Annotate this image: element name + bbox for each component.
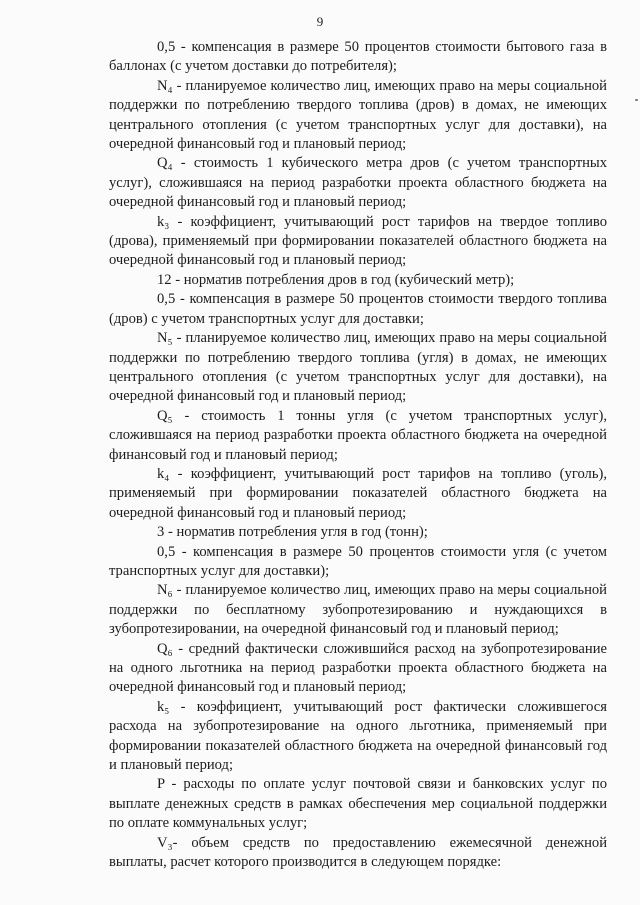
paragraph: Q₄ - стоимость 1 кубического метра дров (с учетом транспортных услуг), сложившаяся на период разработки проекта областного бюджета на очередной финансовый год и плановый период; (109, 155, 607, 211)
document-body (109, 38, 607, 872)
paragraph: P - расходы по оплате услуг почтовой связи и банковских услуг по выплате денежных средств в рамках обеспечения мер социальной поддержки по оплате коммунальных услуг; (109, 776, 607, 832)
paragraph: N₆ - планируемое количество лиц, имеющих право на меры социальной поддержки по бесплатному зубопротезированию и нуждающихся в зубопротезировании, на очередной финансовый год и плановый период; (109, 582, 607, 638)
paragraph: V₃- объем средств по предоставлению ежемесячной денежной выплаты, расчет которого производится в следующем порядке: (109, 834, 607, 871)
paragraph: k₅ - коэффициент, учитывающий рост фактически сложившегося расхода на зубопротезирование на одного льготника, применяемый при формировании показателей областного бюджета на очередной финансовый год и плановый период; (109, 698, 607, 774)
scan-speck (635, 99, 638, 101)
paragraph: 3 - норматив потребления угля в год (тонн); (157, 524, 428, 541)
paragraph: 0,5 - компенсация в размере 50 процентов стоимости угля (с учетом транспортных услуг для доставки); (109, 543, 607, 579)
paragraph: 12 - норматив потребления дров в год (кубический метр); (157, 271, 515, 288)
paragraph: k₄ - коэффициент, учитывающий рост тарифов на топливо (уголь), применяемый при формировании показателей областного бюджета на очередной финансовый год и плановый период; (109, 465, 607, 521)
paragraph: k₃ - коэффициент, учитывающий рост тарифов на твердое топливо (дрова), применяемый при формировании показателей областного бюджета на очередной финансовый год и плановый период; (109, 213, 607, 269)
page-number: 9 (316, 14, 324, 29)
paragraph: 0,5 - компенсация в размере 50 процентов стоимости твердого топлива (дров) с учетом транспортных услуг для доставки; (109, 291, 607, 327)
paragraph: N₅ - планируемое количество лиц, имеющих право на меры социальной поддержки по потреблению твердого топлива (угля) в домах, не имеющих центрального отопления (с учетом транспортных услуг для доставки), на очередной финансовый год и плановый период; (109, 330, 607, 405)
paragraph: N₄ - планируемое количество лиц, имеющих право на меры социальной поддержки по потреблению твердого топлива (дров) в домах, не имеющих центрального отопления (с учетом транспортных услуг для доставки), на очередной финансовый год и плановый период; (109, 77, 607, 153)
paragraph: Q₅ - стоимость 1 тонны угля (с учетом транспортных услуг), сложившаяся на период разработки проекта областного бюджета на очередной финансовый год и плановый период; (109, 407, 607, 463)
paragraph: Q₆ - средний фактически сложившийся расход на зубопротезирование на одного льготника на период разработки проекта областного бюджета на очередной финансовый год и плановый период; (109, 640, 607, 696)
paragraph: 0,5 - компенсация в размере 50 процентов стоимости бытового газа в баллонах (с учетом доставки до потребителя); (109, 39, 607, 75)
